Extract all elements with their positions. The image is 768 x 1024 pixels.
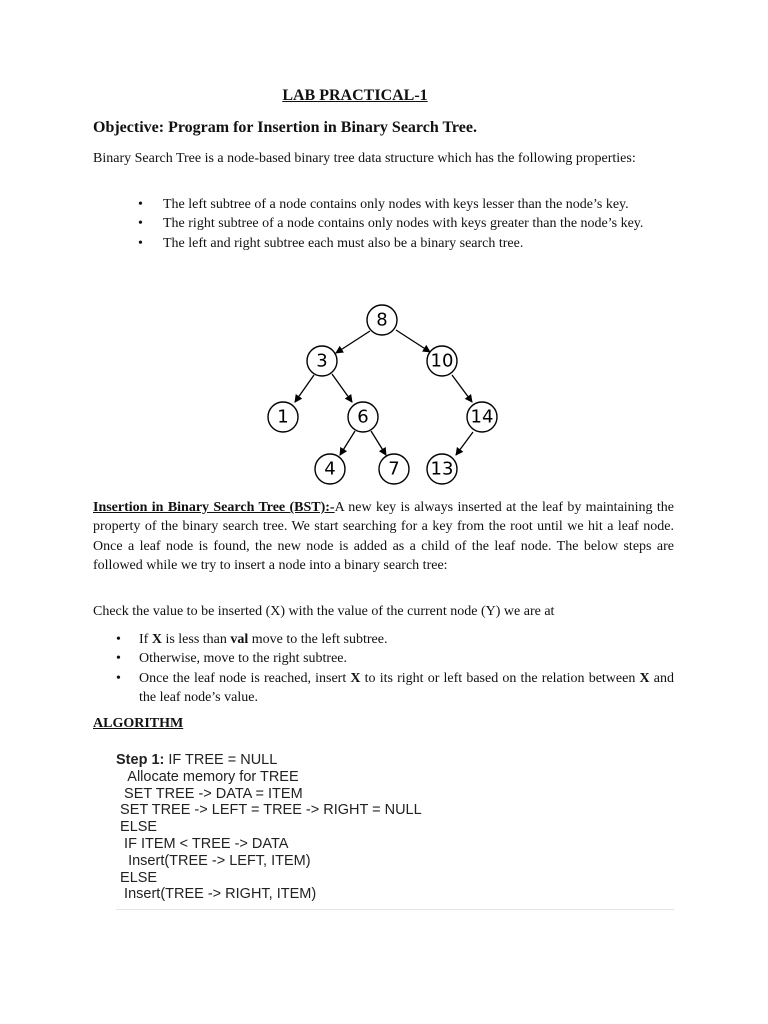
properties-list — [138, 195, 674, 253]
code-text: IF TREE = NULL — [164, 752, 278, 768]
tree-node — [348, 402, 378, 432]
tree-edge — [336, 331, 370, 353]
rule-text: Once the leaf node is reached, insert — [139, 670, 351, 686]
code-line: IF ITEM < TREE -> DATA — [116, 835, 289, 852]
code-line: Insert(TREE -> LEFT, ITEM) — [116, 852, 311, 869]
tree-edge — [332, 374, 352, 402]
list-item-text: The right subtree of a node contains only nodes with keys greater than the node’s key. — [163, 216, 644, 232]
rule-text: If — [139, 632, 152, 647]
tree-edge — [340, 431, 355, 455]
rule-bold: X — [350, 670, 361, 686]
node-label: 10 — [430, 350, 454, 372]
intro-paragraph: Binary Search Tree is a node-based binary tree data structure which has the following properties: — [93, 151, 636, 166]
tree-node — [427, 346, 457, 376]
node-label: 6 — [357, 406, 369, 428]
list-item — [138, 234, 674, 253]
tree-edge — [371, 431, 386, 455]
insertion-heading: Insertion in Binary Search Tree (BST):- — [93, 500, 335, 515]
rule-text: and the leaf node’s value. — [139, 670, 674, 706]
rule-text: to its right or left based on the relation between — [360, 670, 640, 686]
tree-node — [427, 454, 457, 484]
rule-bold: val — [230, 632, 249, 647]
bullet-icon: • — [138, 216, 143, 232]
node-label: 8 — [376, 309, 388, 331]
list-item — [138, 214, 674, 233]
rule-bold: X — [151, 632, 162, 647]
bullet-icon: • — [116, 632, 121, 647]
tree-node — [467, 402, 497, 432]
code-line: SET TREE -> DATA = ITEM — [116, 785, 303, 802]
list-item — [116, 649, 674, 668]
insertion-paragraph — [93, 498, 674, 576]
objective-heading: Objective: Program for Insertion in Binary Search Tree. — [93, 119, 477, 136]
tree-node — [367, 305, 397, 335]
tree-edge — [456, 432, 473, 455]
code-line: ELSE — [116, 819, 158, 836]
tree-node — [315, 454, 345, 484]
tree-edge — [295, 375, 314, 402]
code-line: ELSE — [116, 869, 158, 886]
tree-node — [268, 402, 298, 432]
list-item-text: The left and right subtree each must also be a binary search tree. — [163, 235, 524, 251]
bullet-icon: • — [138, 235, 143, 251]
list-item — [116, 630, 674, 649]
node-label: 4 — [324, 458, 336, 480]
bullet-icon: • — [116, 651, 121, 667]
code-line: SET TREE -> LEFT = TREE -> RIGHT = NULL — [116, 802, 422, 819]
node-label: 14 — [470, 406, 494, 428]
step-label: Step 1: — [116, 752, 165, 768]
rule-text: move to the left subtree. — [248, 632, 388, 647]
list-item-text: The left subtree of a node contains only nodes with keys lesser than the node’s key. — [163, 197, 629, 212]
bst-diagram — [258, 300, 508, 490]
tree-edge — [396, 330, 430, 352]
node-label: 1 — [277, 406, 289, 428]
algorithm-code — [116, 752, 674, 910]
node-label: 7 — [388, 458, 400, 480]
algorithm-heading: ALGORITHM — [93, 716, 184, 731]
rules-list — [116, 630, 674, 708]
page-title: LAB PRACTICAL-1 — [282, 87, 428, 104]
tree-edge — [452, 375, 472, 402]
bullet-icon: • — [116, 670, 121, 686]
rule-text: is less than — [161, 632, 231, 647]
code-line: Insert(TREE -> RIGHT, ITEM) — [116, 886, 317, 903]
bullet-icon: • — [138, 197, 143, 212]
code-line: Allocate memory for TREE — [116, 768, 299, 785]
node-label: 13 — [430, 458, 454, 480]
code-line — [116, 752, 674, 769]
tree-node — [379, 454, 409, 484]
node-label: 3 — [316, 350, 328, 372]
rule-bold: X — [639, 670, 650, 686]
insertion-text: A new key is always inserted at the leaf by maintaining the property of the binary search tree. We start searching for a key from the root until we hit a leaf node. Once a leaf node is found, the new node is added as a child of the leaf node. The below steps are followed while we try to insert a node into a binary search tree: — [93, 500, 675, 574]
list-item — [138, 195, 674, 214]
tree-node — [307, 346, 337, 376]
check-line: Check the value to be inserted (X) with the value of the current node (Y) we are at — [93, 604, 555, 619]
rule-text: Otherwise, move to the right subtree. — [139, 651, 348, 667]
list-item — [116, 669, 674, 708]
